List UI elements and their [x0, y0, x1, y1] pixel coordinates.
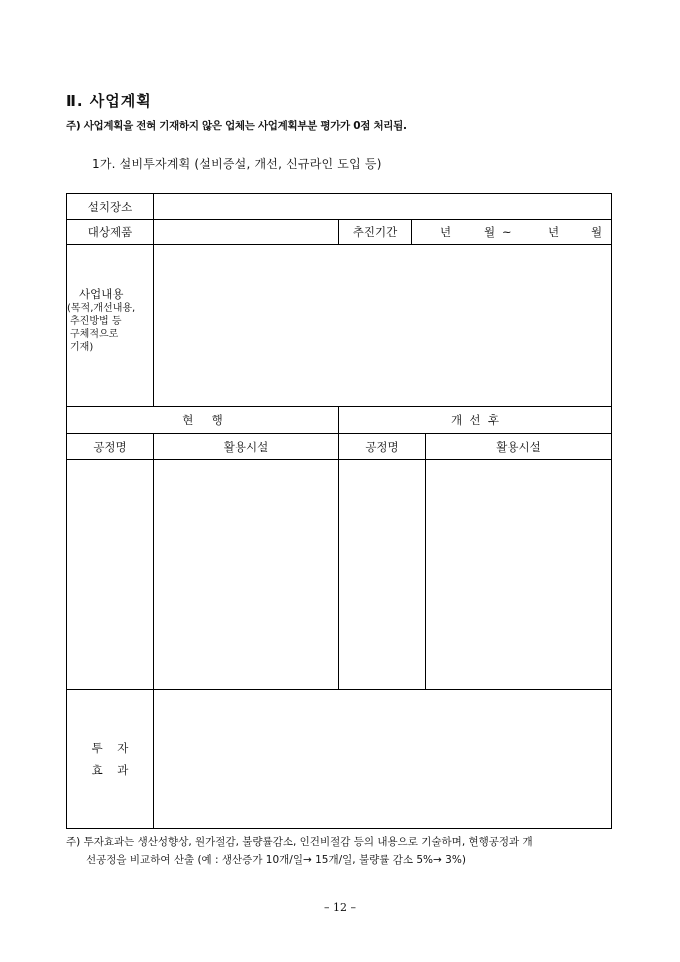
- content-label-detail-3: 구체적으로: [70, 329, 119, 340]
- page-number: – 12 –: [324, 901, 356, 914]
- period-year-end: 년: [548, 225, 560, 239]
- process-name-after-header: 공정명: [365, 439, 399, 454]
- content-label-detail-1: (목적,개선내용,: [67, 303, 136, 314]
- process-name-cell[interactable]: [67, 460, 153, 689]
- content-label: [67, 288, 153, 398]
- facility-after-header: 활용시설: [496, 439, 541, 454]
- period-year-start: 년: [440, 225, 452, 239]
- footnote-line1: 주) 투자효과는 생산성향상, 원가절감, 불량률감소, 인건비절감 등의 내용으로 기술하며, 현행공정과 개: [66, 836, 533, 848]
- product-value[interactable]: [154, 220, 338, 244]
- content-value[interactable]: [154, 245, 611, 406]
- process-name-header: 공정명: [93, 439, 127, 454]
- facility-after-cell[interactable]: [426, 460, 611, 689]
- period-month-start: 월: [484, 225, 496, 239]
- footnote: [66, 833, 618, 869]
- plan-note: 주) 사업계획을 전혀 기재하지 않은 업체는 사업계획부분 평가가 0점 처리됨.: [66, 120, 407, 132]
- effect-label-line1: 투 자: [91, 741, 129, 755]
- effect-label: [67, 736, 153, 782]
- content-label-main: 사업내용: [79, 287, 124, 301]
- location-label: 설치장소: [87, 199, 133, 214]
- period-value[interactable]: [412, 220, 611, 244]
- product-label: 대상제품: [87, 225, 133, 239]
- current-header: 현 행: [182, 413, 223, 427]
- subsection-title: 1가. 설비투자계획 (설비증설, 개선, 신규라인 도입 등): [92, 157, 382, 171]
- location-value[interactable]: [154, 194, 611, 219]
- period-tilde: ~: [502, 225, 512, 239]
- facility-cell[interactable]: [154, 460, 338, 689]
- section-title: Ⅱ. 사업계획: [66, 92, 152, 110]
- content-label-detail-2: 추진방법 등: [70, 316, 122, 327]
- footnote-line2: 선공정을 비교하여 산출 (예 : 생산증가 10개/일→ 15개/일, 불량률 감소 5%→ 3%): [86, 854, 466, 866]
- period-month-end: 월: [591, 225, 603, 239]
- facility-header: 활용시설: [223, 439, 269, 454]
- content-label-detail-4: 기재): [70, 342, 94, 353]
- period-label: 추진기간: [352, 225, 398, 239]
- effect-label-line2: 효 과: [91, 763, 129, 777]
- effect-value[interactable]: [154, 690, 611, 828]
- process-name-after-cell[interactable]: [339, 460, 425, 689]
- after-header: 개 선 후: [451, 413, 499, 427]
